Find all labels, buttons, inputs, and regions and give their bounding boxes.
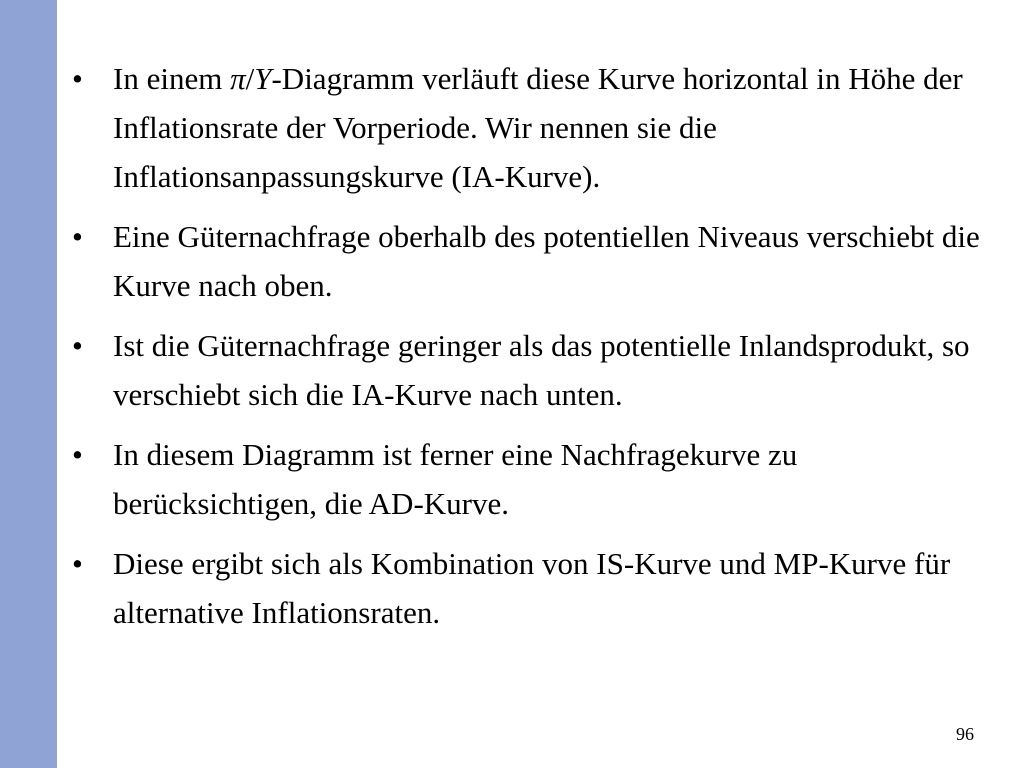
bullet-icon: • — [72, 328, 83, 363]
bullet-icon: • — [72, 546, 83, 581]
bullet-text: In diesem Diagramm ist ferner eine Nachfragekurve zu berücksichtigen, die AD-Kurve. — [113, 437, 798, 521]
bullet-item — [70, 54, 995, 201]
bullet-item — [70, 539, 995, 637]
bullet-item — [70, 430, 995, 528]
bullet-list — [70, 54, 995, 648]
bullet-item — [70, 212, 995, 310]
bullet-item — [70, 321, 995, 419]
bullet-text: Eine Güternachfrage oberhalb des potentiellen Niveaus verschiebt die Kurve nach oben. — [113, 219, 980, 303]
bullet-text: -Diagramm verläuft diese Kurve horizontal in Höhe der Inflationsrate der Vorperiode. Wir nennen sie die Inflationsanpassungskurve (IA-Kurve). — [113, 61, 963, 194]
y-symbol: Y — [254, 61, 272, 96]
bullet-text: Diese ergibt sich als Kombination von IS-Kurve und MP-Kurve für alternative Inflationsraten. — [113, 546, 951, 630]
bullet-text: Ist die Güternachfrage geringer als das potentielle Inlandsprodukt, so verschiebt sich die IA-Kurve nach unten. — [113, 328, 970, 412]
bullet-icon: • — [72, 437, 83, 472]
bullet-icon: • — [72, 219, 83, 254]
slash-symbol: / — [245, 61, 255, 96]
side-bar — [0, 0, 57, 768]
bullet-icon: • — [72, 61, 83, 96]
bullet-text-prefix: In einem — [113, 61, 231, 96]
pi-symbol: π — [230, 61, 246, 96]
page-number: 96 — [956, 724, 974, 744]
